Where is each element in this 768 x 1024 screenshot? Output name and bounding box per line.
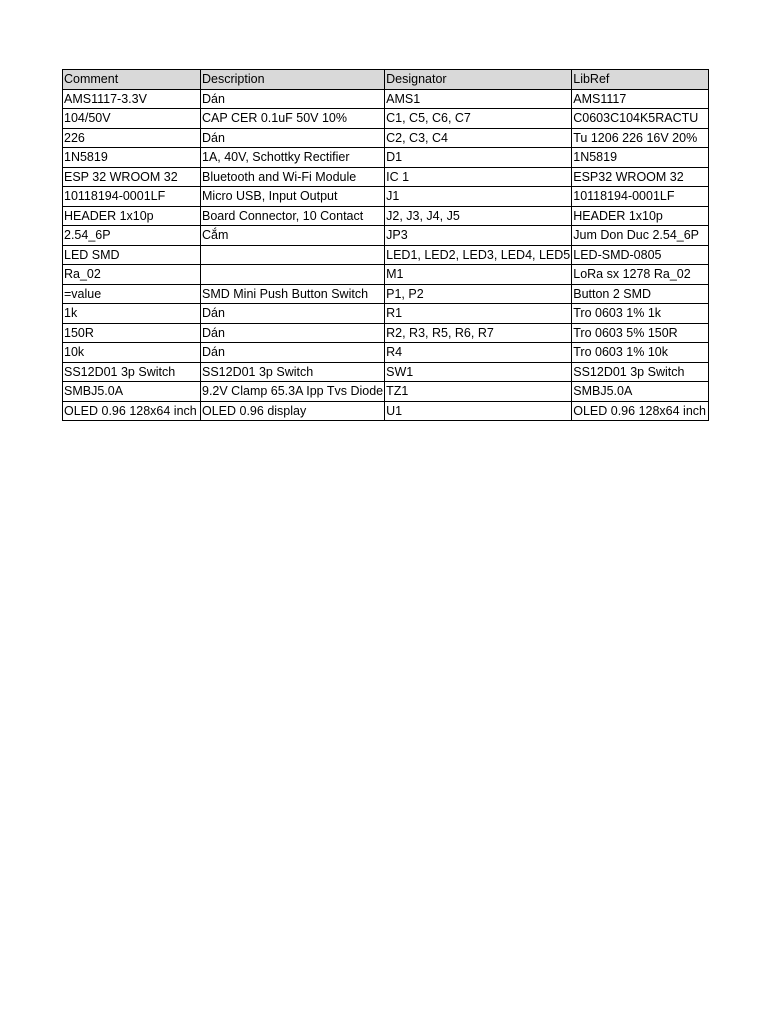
header-cell-description[interactable]: Description: [201, 70, 385, 90]
cell-description[interactable]: 9.2V Clamp 65.3A Ipp Tvs Diode: [201, 382, 385, 402]
cell-libref[interactable]: SMBJ5.0A: [572, 382, 709, 402]
cell-designator[interactable]: C2, C3, C4: [385, 128, 572, 148]
cell-designator[interactable]: U1: [385, 401, 572, 421]
header-row: [63, 70, 709, 90]
cell-designator[interactable]: R1: [385, 304, 572, 324]
table-row: [63, 89, 709, 109]
cell-comment[interactable]: Ra_02: [63, 265, 201, 285]
table-row: [63, 187, 709, 207]
cell-designator[interactable]: J2, J3, J4, J5: [385, 206, 572, 226]
table-row: [63, 226, 709, 246]
cell-comment[interactable]: AMS1117-3.3V: [63, 89, 201, 109]
cell-description[interactable]: OLED 0.96 display: [201, 401, 385, 421]
header-cell-libref[interactable]: LibRef: [572, 70, 709, 90]
cell-description[interactable]: Dán: [201, 89, 385, 109]
cell-description[interactable]: CAP CER 0.1uF 50V 10%: [201, 109, 385, 129]
table-row: [63, 382, 709, 402]
table-row: [63, 362, 709, 382]
cell-libref[interactable]: C0603C104K5RACTU: [572, 109, 709, 129]
cell-libref[interactable]: Button 2 SMD: [572, 284, 709, 304]
cell-description[interactable]: Dán: [201, 323, 385, 343]
cell-comment[interactable]: HEADER 1x10p: [63, 206, 201, 226]
cell-libref[interactable]: HEADER 1x10p: [572, 206, 709, 226]
cell-comment[interactable]: 2.54_6P: [63, 226, 201, 246]
table-row: [63, 401, 709, 421]
cell-description[interactable]: Micro USB, Input Output: [201, 187, 385, 207]
table-row: [63, 343, 709, 363]
cell-designator[interactable]: D1: [385, 148, 572, 168]
cell-designator[interactable]: IC 1: [385, 167, 572, 187]
cell-designator[interactable]: JP3: [385, 226, 572, 246]
cell-comment[interactable]: LED SMD: [63, 245, 201, 265]
cell-comment[interactable]: =value: [63, 284, 201, 304]
table-row: [63, 245, 709, 265]
cell-comment[interactable]: ESP 32 WROOM 32: [63, 167, 201, 187]
cell-comment[interactable]: 150R: [63, 323, 201, 343]
cell-designator[interactable]: SW1: [385, 362, 572, 382]
bom-table: [62, 69, 709, 421]
cell-description[interactable]: 1A, 40V, Schottky Rectifier: [201, 148, 385, 168]
cell-designator[interactable]: J1: [385, 187, 572, 207]
cell-designator[interactable]: LED1, LED2, LED3, LED4, LED5: [385, 245, 572, 265]
cell-libref[interactable]: Tro 0603 1% 1k: [572, 304, 709, 324]
cell-designator[interactable]: R2, R3, R5, R6, R7: [385, 323, 572, 343]
header-cell-comment[interactable]: Comment: [63, 70, 201, 90]
table-row: [63, 265, 709, 285]
cell-comment[interactable]: 1k: [63, 304, 201, 324]
table-row: [63, 284, 709, 304]
cell-description[interactable]: Cắm: [201, 226, 385, 246]
cell-description[interactable]: Bluetooth and Wi-Fi Module: [201, 167, 385, 187]
cell-description[interactable]: Dán: [201, 128, 385, 148]
cell-description[interactable]: [201, 265, 385, 285]
cell-comment[interactable]: 10k: [63, 343, 201, 363]
cell-description[interactable]: Dán: [201, 304, 385, 324]
cell-description[interactable]: SMD Mini Push Button Switch: [201, 284, 385, 304]
cell-comment[interactable]: 10118194-0001LF: [63, 187, 201, 207]
cell-designator[interactable]: R4: [385, 343, 572, 363]
cell-description[interactable]: Dán: [201, 343, 385, 363]
cell-comment[interactable]: SS12D01 3p Switch: [63, 362, 201, 382]
cell-comment[interactable]: OLED 0.96 128x64 inch: [63, 401, 201, 421]
cell-libref[interactable]: Tro 0603 5% 150R: [572, 323, 709, 343]
cell-libref[interactable]: Tro 0603 1% 10k: [572, 343, 709, 363]
cell-libref[interactable]: LED-SMD-0805: [572, 245, 709, 265]
cell-libref[interactable]: 10118194-0001LF: [572, 187, 709, 207]
table-row: [63, 323, 709, 343]
table-row: [63, 148, 709, 168]
cell-libref[interactable]: Jum Don Duc 2.54_6P: [572, 226, 709, 246]
cell-description[interactable]: SS12D01 3p Switch: [201, 362, 385, 382]
cell-comment[interactable]: 226: [63, 128, 201, 148]
header-cell-designator[interactable]: Designator: [385, 70, 572, 90]
cell-designator[interactable]: P1, P2: [385, 284, 572, 304]
table-row: [63, 304, 709, 324]
cell-comment[interactable]: SMBJ5.0A: [63, 382, 201, 402]
cell-description[interactable]: [201, 245, 385, 265]
table-row: [63, 206, 709, 226]
cell-comment[interactable]: 1N5819: [63, 148, 201, 168]
cell-libref[interactable]: LoRa sx 1278 Ra_02: [572, 265, 709, 285]
table-row: [63, 128, 709, 148]
cell-libref[interactable]: ESP32 WROOM 32: [572, 167, 709, 187]
cell-designator[interactable]: TZ1: [385, 382, 572, 402]
cell-libref[interactable]: AMS1117: [572, 89, 709, 109]
cell-libref[interactable]: SS12D01 3p Switch: [572, 362, 709, 382]
cell-libref[interactable]: 1N5819: [572, 148, 709, 168]
table-row: [63, 167, 709, 187]
cell-comment[interactable]: 104/50V: [63, 109, 201, 129]
cell-designator[interactable]: C1, C5, C6, C7: [385, 109, 572, 129]
cell-libref[interactable]: OLED 0.96 128x64 inch: [572, 401, 709, 421]
cell-description[interactable]: Board Connector, 10 Contact: [201, 206, 385, 226]
table-row: [63, 109, 709, 129]
cell-designator[interactable]: M1: [385, 265, 572, 285]
cell-libref[interactable]: Tu 1206 226 16V 20%: [572, 128, 709, 148]
cell-designator[interactable]: AMS1: [385, 89, 572, 109]
